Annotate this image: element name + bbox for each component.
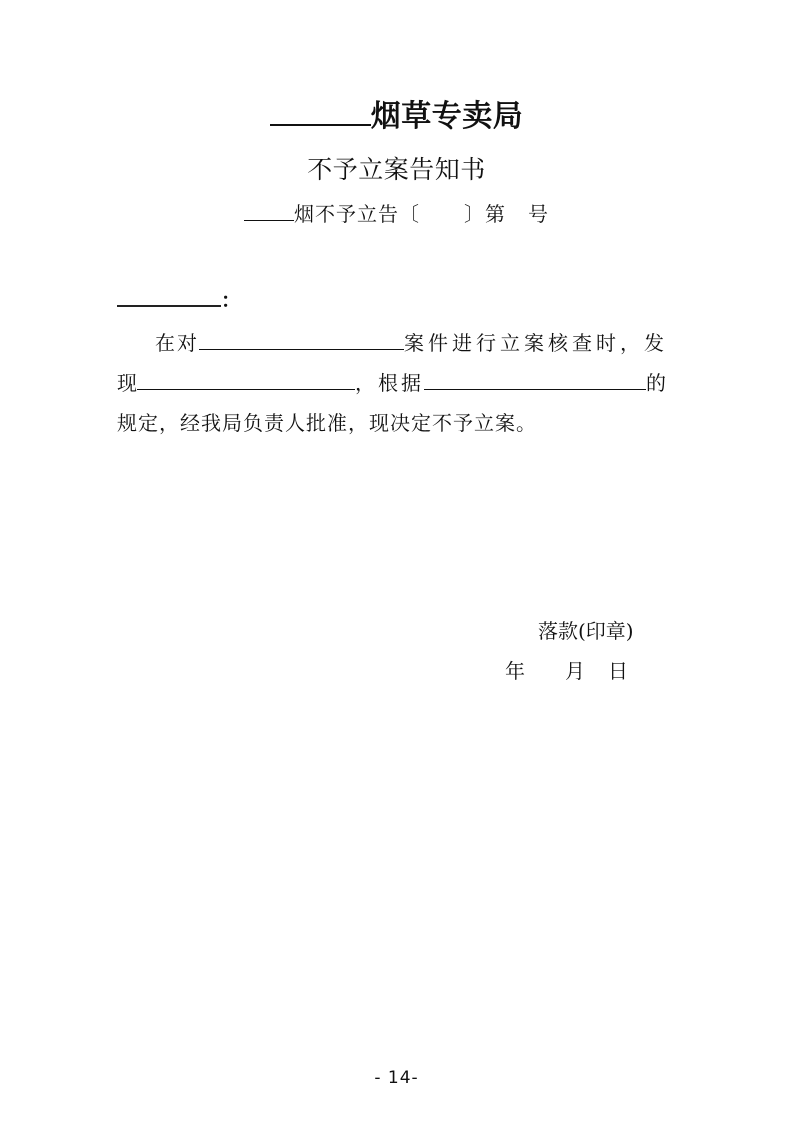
body-line3-text: 规定，经我局负责人批准，现决定不予立案。 <box>117 411 537 435</box>
seal-label: 落款(印章) <box>538 619 634 643</box>
org-name-blank-line <box>270 124 371 126</box>
salutation-colon: ： <box>221 288 241 312</box>
org-title-text: 烟草专卖局 <box>370 99 524 134</box>
doc-number-mid: 〕第 <box>464 202 506 226</box>
body-line-1 <box>117 323 681 363</box>
year-label: 年 <box>505 659 525 683</box>
body-paragraph <box>117 323 681 443</box>
legal-basis-blank-line <box>424 388 646 390</box>
page-number: - 14- <box>374 1068 419 1088</box>
body-line2-mid: ，根据 <box>355 371 424 395</box>
date-line <box>505 656 628 686</box>
body-line1-lead: 在对 <box>155 331 199 355</box>
case-name-blank-line <box>199 348 404 350</box>
salutation-line <box>117 286 241 314</box>
body-line2-tail: 的 <box>646 371 666 395</box>
doc-number-prefix: 烟不予立告〔 <box>294 202 420 226</box>
doc-number-suffix: 号 <box>528 202 549 226</box>
org-title-line <box>0 95 793 139</box>
addressee-blank-line <box>117 305 221 307</box>
body-line2-lead: 现 <box>117 371 137 395</box>
doc-type-title: 不予立案告知书 <box>307 155 486 184</box>
doc-number-region-blank <box>244 219 294 221</box>
body-line-3 <box>117 403 681 443</box>
finding-blank-line <box>137 388 355 390</box>
doc-number-line <box>0 199 793 229</box>
body-line-2 <box>117 363 681 403</box>
month-label: 月 <box>565 659 585 683</box>
body-line1-tail: 案件进行立案核查时，发 <box>404 331 668 355</box>
day-label: 日 <box>608 659 628 683</box>
